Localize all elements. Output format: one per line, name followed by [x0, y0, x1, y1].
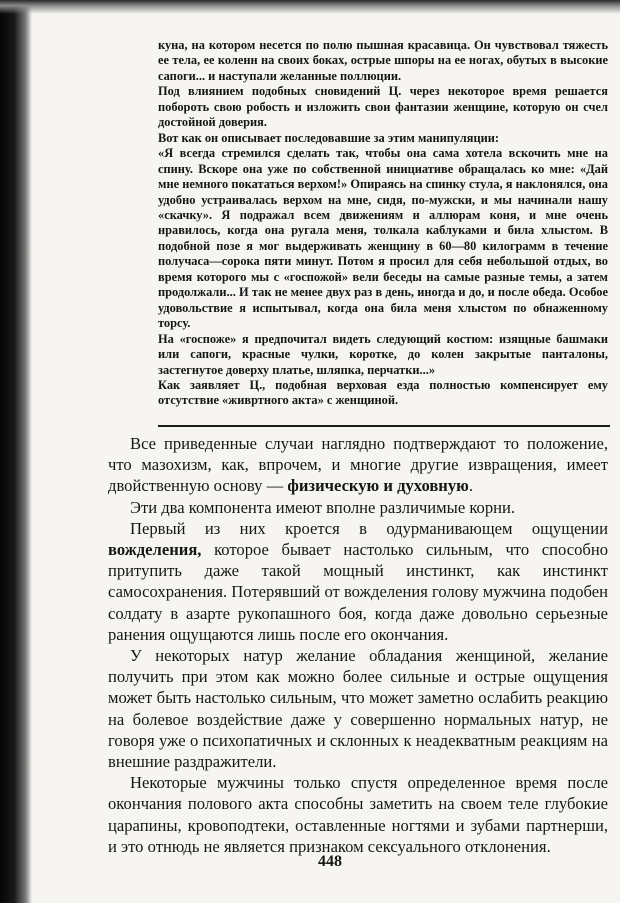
- page-number: 448: [318, 853, 342, 870]
- emphasis-lust: вожделения,: [108, 540, 202, 560]
- quote-paragraph-5: На «госпоже» я предпочитал видеть следующий костюм: изящные башмаки или сапоги, красные чулки, коротке, до колен закрытые панталоны, застегнутое доверху платье, шляпка, перчатки...»: [158, 331, 608, 377]
- main-text-block: [108, 433, 608, 857]
- emphasis-physical: физическую: [287, 476, 380, 496]
- main-paragraph-3-text: Первый из них кроется в одурманивающем ощущении: [130, 518, 608, 538]
- quote-paragraph-6: Как заявляет Ц., подобная верховая езда полностью компенсирует ему отсутствие «живртного акта» с женщиной.: [158, 377, 608, 408]
- quote-paragraph-3: Вот как он описывает последовавшие за этим манипуляции:: [158, 130, 500, 145]
- quote-paragraph-1: куна, на котором несется по полю пышная красавица. Он чувствовал тяжесть ее тела, ее коленн на своих боках, острые шпоры на ее ногах, обутых в высокие сапоги... и наступали желанные поллюции.: [158, 38, 608, 83]
- main-paragraph-3-rest: которое бывает настолько сильным, что способно притупить даже такой мощный инстинкт, как инстинкт самосохранения. Потерявший от вожделения голову мужчина подобен солдату в азарте рукопашного боя, когда даже довольно серьезные ранения ощущаются лишь после его окончания.: [108, 540, 608, 644]
- main-paragraph-2: Эти два компонента имеют вполне различимые корни.: [130, 497, 516, 517]
- quote-paragraph-4: «Я всегда стремился сделать так, чтобы она сама хотела вскочить мне на спину. Вскоре она уже по собственной инициативе обращалась ко мне: «Дай мне немного покататься верхом!» Опираясь на спинку стула, я наклонялся, она удобно устраивалась верхом на мне, сидя, по-мужски, и мы начинали нашу «скачку». Я подражал всем движениям и аллюрам коня, и мне очень нравилось, когда она ругала меня, толкала каблуками и била хлыстом. В подобной позе я мог выдерживать женщину в 60—80 килограмм в течение получаса—сорока пяти минут. Потом я просил для себя небольшой отдых, во время которого мы с «госпожой» вели беседы на самые разные темы, а затем продолжали... И так не менее двух раз в день, иногда и до, и после обеда. Особое удовольствие я испытывал, когда она била меня хлыстом по обнаженному торсу.: [158, 146, 608, 331]
- main-paragraph-1-end: .: [468, 476, 474, 496]
- main-paragraph-3: [108, 518, 608, 645]
- main-paragraph-1: [108, 433, 608, 497]
- quoted-case-block: [158, 38, 608, 409]
- quote-paragraph-2: Под влиянием подобных сновидений Ц. через некоторое время решается побороть свою робость и изложить свои фантазии женщине, которую он счел достойной доверия.: [158, 84, 608, 130]
- main-paragraph-1-text: Все приведенные случаи наглядно подтверждают то положение, что мазохизм, как, впрочем, и многие другие извращения, имеет двойственную основу —: [108, 434, 608, 496]
- section-divider: [158, 425, 610, 427]
- top-edge-shadow: [0, 0, 620, 14]
- emphasis-spiritual: духовную: [397, 476, 469, 496]
- main-paragraph-4: У некоторых натур желание обладания женщиной, желание получить при этом как можно более сильные и острые ощущения может быть настолько сильным, что может заметно ослабить реакцию на болевое воздействие даже у совершенно нормальных натур, не говоря уже о психопатичных и склонных к неадекватным реакциям на внешние раздражители.: [108, 646, 608, 772]
- main-paragraph-5: Некоторые мужчины только спустя определенное время после окончания полового акта способны заметить на своем теле глубокие царапины, кровоподтеки, оставленные ногтями и зубами партнерши, и это отнюдь не является признаком сексуального отклонения.: [108, 773, 608, 856]
- binding-shadow: [0, 0, 32, 903]
- emphasis-and: и: [379, 476, 398, 496]
